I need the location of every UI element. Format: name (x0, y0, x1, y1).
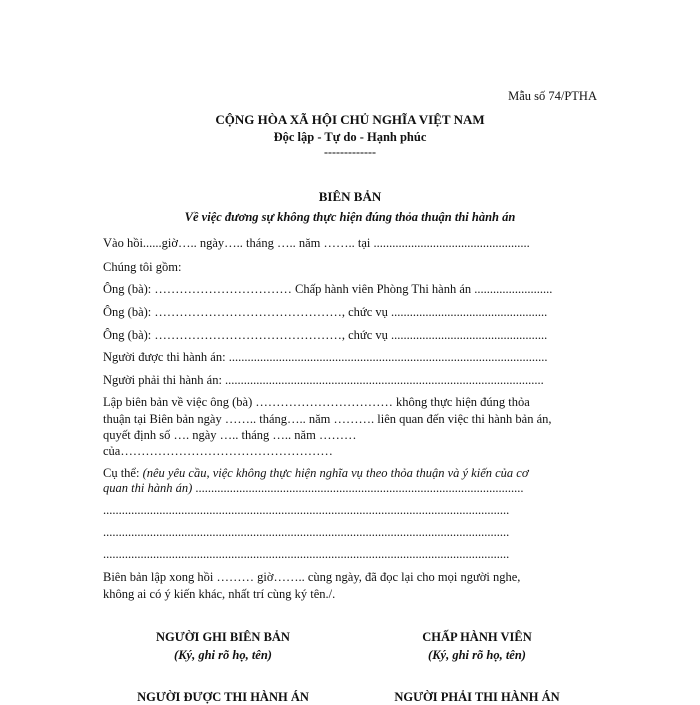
details-label: Cụ thể: (103, 466, 143, 480)
details-line-2 (103, 481, 598, 496)
judgment-creditor-line: Người được thi hành án: ...................................................................................................... (103, 350, 548, 364)
header-separator: ------------- (324, 145, 376, 159)
blank-dots-line-1: .................................................................................................................................. (103, 503, 510, 517)
closing-line-2: không ai có ý kiến khác, nhất trí cùng ký tên./. (103, 587, 336, 601)
judgment-debtor-line: Người phải thi hành án: ...................................................................................................... (103, 373, 544, 387)
form-number: Mẫu số 74/PTHA (508, 89, 597, 103)
member-line-enforcer: Ông (bà): …………………………… Chấp hành viên Phòng Thi hành án ......................... (103, 282, 553, 296)
national-title: CỘNG HÒA XÃ HỘI CHỦ NGHĨA VIỆT NAM (215, 112, 485, 127)
signature-enforcer (357, 630, 597, 663)
record-paragraph-line-2: thuận tại Biên bản ngày …….. tháng….. năm ………. liên quan đến việc thi hành bản án, (103, 412, 552, 426)
member-line-2: Ông (bà): ………………………………………, chức vụ .................................................. (103, 305, 548, 319)
document-title: BIÊN BẢN (318, 189, 382, 204)
document-subtitle: Về việc đương sự không thực hiện đúng thỏa thuận thi hành án (184, 210, 516, 224)
blank-dots-line-2: .................................................................................................................................. (103, 525, 510, 539)
details-hint-continued: quan thi hành án) (103, 481, 193, 495)
record-paragraph-line-1: Lập biên bản về việc ông (bà) …………………………… không thực hiện đúng thỏa (103, 395, 530, 409)
signature-recorder (103, 630, 343, 663)
details-dots: ......................................................................................................... (192, 481, 524, 495)
signature-recorder-role: NGƯỜI GHI BIÊN BẢN (156, 630, 290, 644)
signature-enforcer-role: CHẤP HÀNH VIÊN (422, 630, 532, 644)
blank-dots-line-3: .................................................................................................................................. (103, 547, 510, 561)
signature-debtor-role: NGƯỜI PHẢI THI HÀNH ÁN (394, 690, 560, 704)
time-place-line: Vào hồi......giờ….. ngày….. tháng ….. năm …….. tại .................................................. (103, 236, 530, 250)
national-motto: Độc lập - Tự do - Hạnh phúc (273, 130, 427, 144)
details-line-1 (103, 466, 598, 481)
members-heading: Chúng tôi gồm: (103, 260, 182, 274)
signature-debtor (357, 690, 597, 705)
record-paragraph-line-4: của…………………………………………… (103, 444, 333, 458)
signature-enforcer-note: (Ký, ghi rõ họ, tên) (428, 648, 526, 662)
signature-creditor-role: NGƯỜI ĐƯỢC THI HÀNH ÁN (137, 690, 309, 704)
closing-line-1: Biên bản lập xong hồi ……… giờ…….. cùng ngày, đã đọc lại cho mọi người nghe, (103, 570, 521, 584)
signature-recorder-note: (Ký, ghi rõ họ, tên) (174, 648, 272, 662)
signature-creditor (103, 690, 343, 705)
member-line-3: Ông (bà): ………………………………………, chức vụ .................................................. (103, 328, 548, 342)
record-paragraph-line-3: quyết định số …. ngày ….. tháng ….. năm ……… (103, 428, 357, 442)
details-hint: (nêu yêu cầu, việc không thực hiện nghĩa vụ theo thỏa thuận và ý kiến của cơ (142, 466, 529, 480)
